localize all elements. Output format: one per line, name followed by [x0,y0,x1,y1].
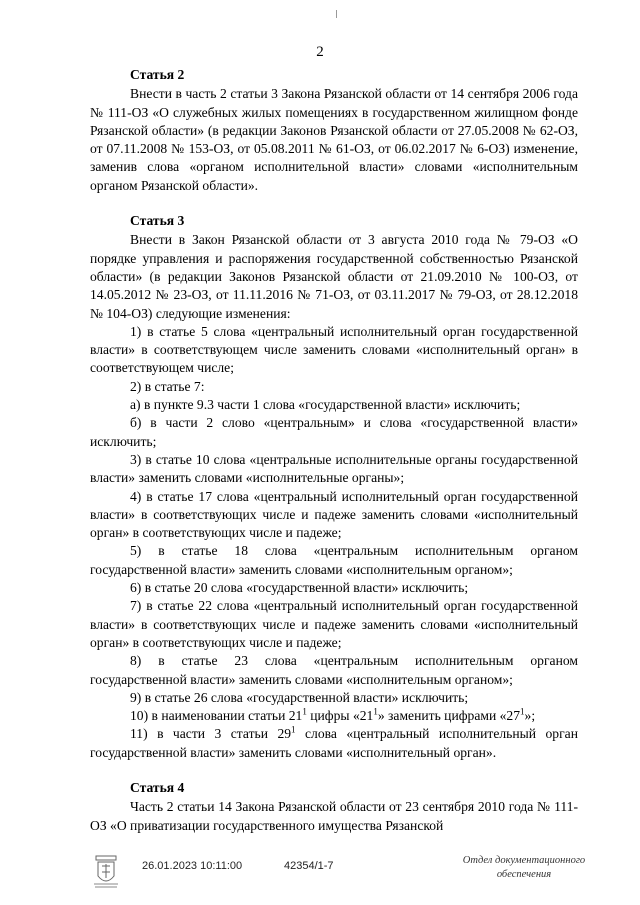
list-item-10: 10) в наименовании статьи $21^1$ цифры «$21^1$» заменить цифрами «$27^1$»; [130,706,536,724]
article-heading: Статья 3 [130,213,185,229]
document-footer [92,854,612,894]
list-item: 5) в статье 18 слова «центральным исполнительным органом государственной власти» заменить словами «исполнительным органом»; [90,543,578,577]
article-heading: Статья 2 [130,67,185,82]
article-3 [90,212,578,762]
list-item: 7) в статье 22 слова «центральный исполнительный орган государственной власти» в соответствующих числе и падеже заменить словами «исполнительный орган» в соответствующих числе и падеже; [90,598,578,650]
list-item-11: 11) в части 3 статьи $29^1$ слова «центральный исполнительный орган государственной власти» заменить словами «исполнительный орган». [90,724,578,760]
list-item: 9) в статье 26 слова «государственной власти» исключить; [130,689,469,705]
list-item: б) в части 2 слово «центральным» и слова «государственной власти» исключить; [90,415,578,449]
article-2 [90,66,578,195]
registration-timestamp: 26.01.2023 10:11:00 [142,860,243,872]
document-body [90,66,578,852]
registration-number: 42354/1-7 [284,860,334,872]
list-item: 3) в статье 10 слова «центральные исполнительные органы государственной власти» заменить словами «исполнительные органы»; [90,451,578,486]
list-item: 4) в статье 17 слова «центральный исполнительный орган государственной власти» в соответствующих числе и падеже заменить словами «исполнительный орган» в соответствующих числе и падеже; [90,488,578,541]
page-number: 2 [316,44,324,60]
article-paragraph: Внести в часть 2 статьи 3 Закона Рязанской области от 14 сентября 2006 года № 111-ОЗ «О служебных жилых помещениях в государственном жилищном фонде Рязанской области» (в редакции Законов Рязанской области от 27.05.2008 № 62-ОЗ, от 07.11.2008 № 153-ОЗ, от 05.08.2011 № 61-ОЗ, от 06.02.2017 № 6-ОЗ) изменение, заменив слова «органом исполнительной власти» словами «исполнительным органом Рязанской области». [90,86,578,193]
list-item: 1) в статье 5 слова «центральный исполнительный орган государственной власти» в соответствующем числе заменить словами «исполнительный орган» в соответствующем числе; [90,323,578,376]
department-stamp: Отдел документационного обеспечения [462,855,586,880]
list-item: 2) в статье 7: [130,378,205,394]
article-intro: Внести в Закон Рязанской области от 3 августа 2010 года № 79-ОЗ «О порядке управления и распоряжения государственной собственностью Рязанской области» (в редакции Законов Рязанской области от 21.09.2010 № 100-ОЗ, от 14.05.2012 № 23-ОЗ, от 11.11.2016 № 71-ОЗ, от 03.11.2017 № 79-ОЗ, от 28.12.2018 № 104-ОЗ) следующие изменения: [90,232,578,321]
ryazan-coat-of-arms-icon [92,854,120,890]
list-item: 8) в статье 23 слова «центральным исполнительным органом государственной власти» заменить словами «исполнительным органом»; [90,653,578,687]
article-paragraph: Часть 2 статьи 14 Закона Рязанской области от 23 сентября 2010 года № 111-ОЗ «О приватизации государственного имущества Рязанской [90,799,578,833]
list-item: 6) в статье 20 слова «государственной власти» исключить; [130,580,469,596]
article-heading: Статья 4 [130,779,185,795]
article-4 [90,779,578,835]
list-item: а) в пункте 9.3 части 1 слова «государственной власти» исключить; [130,397,521,413]
scan-mark [336,10,337,18]
